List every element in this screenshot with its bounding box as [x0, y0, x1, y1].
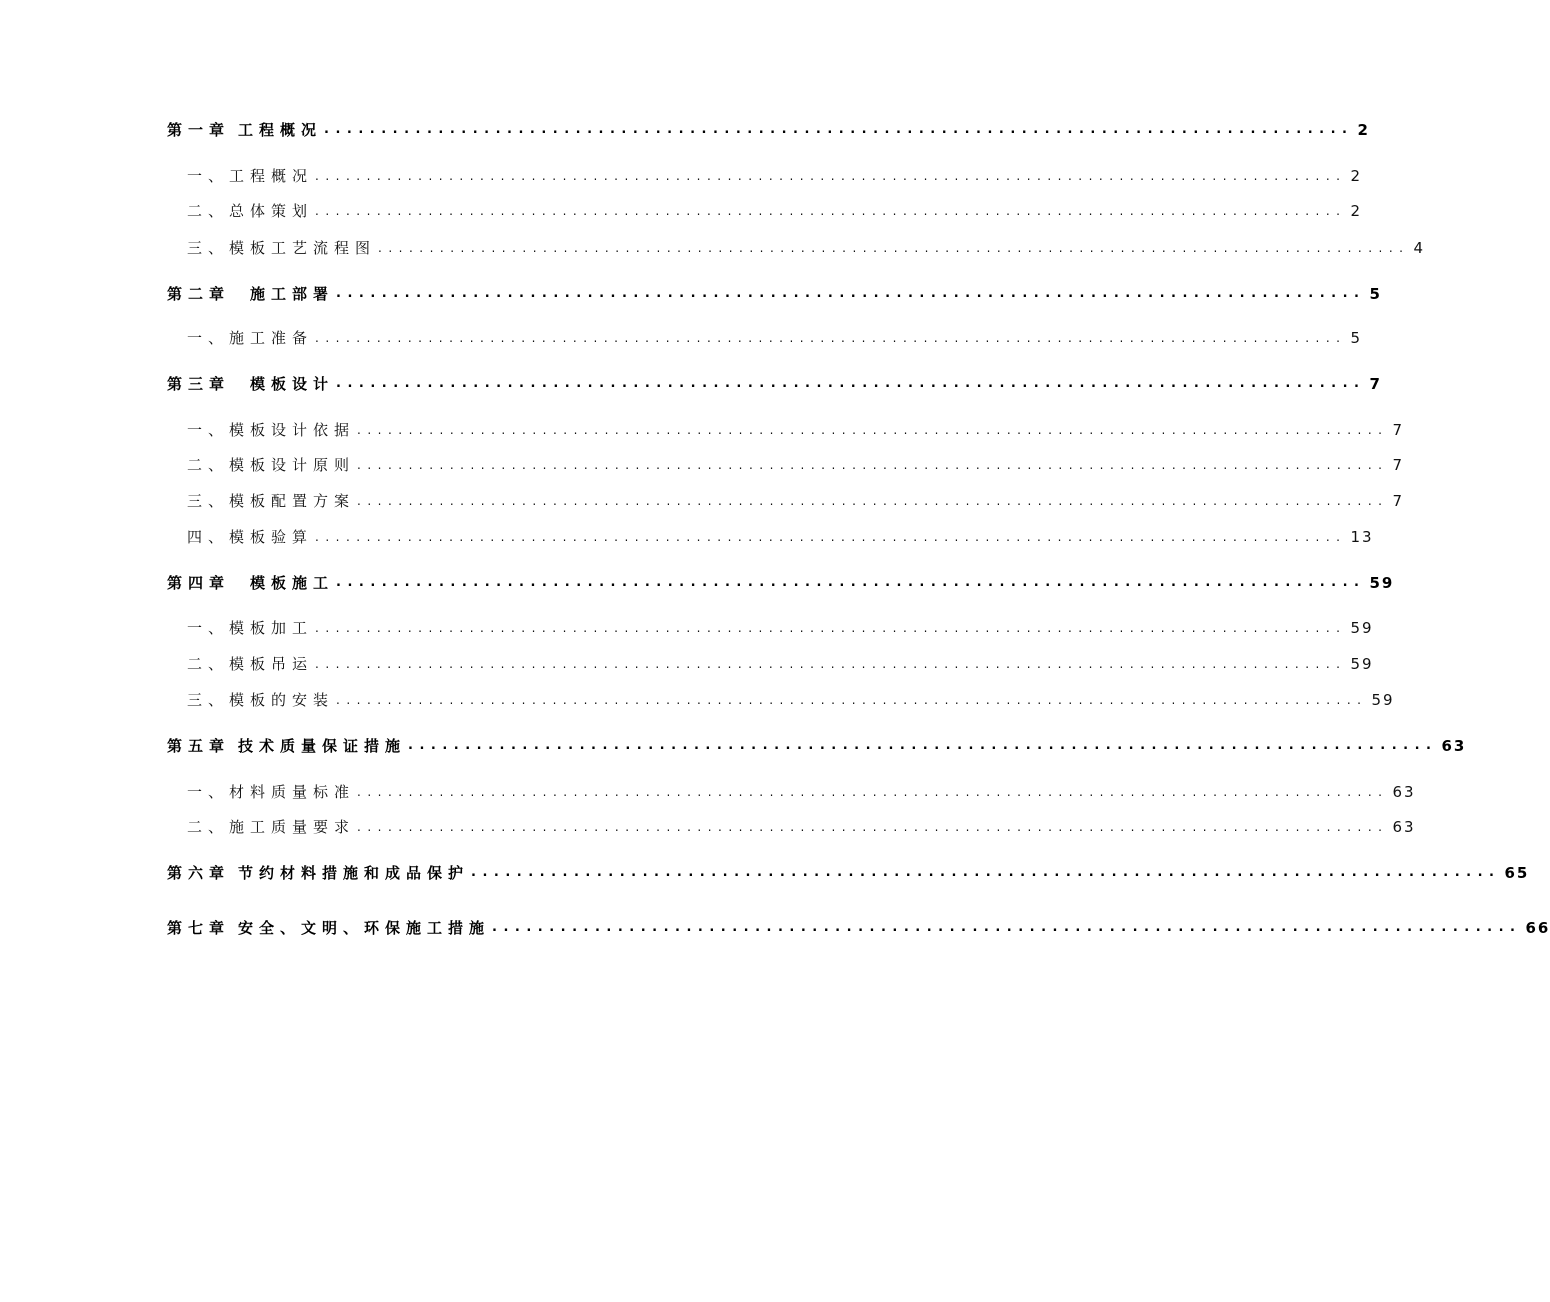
page-number: 59 [1350, 655, 1374, 673]
section-title: 一、模板加工 [187, 619, 314, 637]
leader-dots: .................................................................................................... [357, 494, 1389, 508]
toc-chapter-1[interactable] [167, 119, 1370, 141]
chapter-number: 第四章 [167, 574, 231, 592]
chapter-title: 施工部署 [250, 285, 335, 303]
chapter-title: 安全、文明、环保施工措施 [238, 919, 491, 937]
page-number: 59 [1369, 574, 1395, 592]
leader-dots: .................................................................................................... [357, 785, 1389, 799]
page-number: 7 [1369, 375, 1382, 393]
section-title: 三、模板的安装 [187, 691, 335, 709]
chapter-number: 第一章 [167, 121, 231, 139]
leader-dots: .................................................................................................... [336, 693, 1368, 707]
chapter-title: 模板设计 [250, 375, 335, 393]
leader-dots: .................................................................................................... [378, 241, 1410, 255]
toc-chapter-3[interactable] [167, 373, 1382, 395]
section-title: 三、模板配置方案 [187, 492, 356, 510]
leader-dots: .................................................................................................... [315, 204, 1347, 218]
leader-dots: .......................................................................................... [492, 920, 1522, 935]
leader-dots: .......................................................................................... [324, 122, 1354, 137]
leader-dots: .......................................................................................... [336, 286, 1366, 301]
toc-chapter-4[interactable] [167, 572, 1395, 594]
leader-dots: .................................................................................................... [315, 530, 1347, 544]
page-number: 2 [1357, 121, 1370, 139]
toc-section[interactable] [187, 617, 1374, 639]
page-number: 65 [1504, 864, 1530, 882]
toc-section[interactable] [187, 419, 1405, 441]
leader-dots: .................................................................................................... [315, 169, 1347, 183]
chapter-number: 第二章 [167, 285, 231, 303]
page-number: 63 [1441, 737, 1467, 755]
page-number: 7 [1392, 421, 1405, 439]
toc-chapter-7[interactable] [167, 917, 1550, 939]
toc-chapter-6[interactable] [167, 862, 1530, 884]
toc-section[interactable] [187, 781, 1416, 803]
page-number: 7 [1392, 492, 1405, 510]
section-title: 三、模板工艺流程图 [187, 239, 377, 257]
leader-dots: .................................................................................................... [315, 657, 1347, 671]
section-title: 四、模板验算 [187, 528, 314, 546]
toc-section[interactable] [187, 689, 1395, 711]
section-title: 一、工程概况 [187, 167, 314, 185]
page-number: 2 [1350, 202, 1363, 220]
toc-section[interactable] [187, 165, 1363, 187]
page-number: 4 [1413, 239, 1426, 257]
section-title: 二、模板吊运 [187, 655, 314, 673]
chapter-number: 第六章 [167, 864, 231, 882]
page-number: 5 [1350, 329, 1363, 347]
section-title: 二、模板设计原则 [187, 456, 356, 474]
leader-dots: .................................................................................................... [357, 423, 1389, 437]
section-title: 一、材料质量标准 [187, 783, 356, 801]
chapter-title: 工程概况 [238, 121, 323, 139]
page-number: 13 [1350, 528, 1374, 546]
leader-dots: .......................................................................................... [471, 865, 1501, 880]
page-number: 63 [1392, 818, 1416, 836]
leader-dots: .................................................................................................... [315, 331, 1347, 345]
toc-section[interactable] [187, 454, 1405, 476]
section-title: 二、施工质量要求 [187, 818, 356, 836]
chapter-number: 第三章 [167, 375, 231, 393]
page-number: 63 [1392, 783, 1416, 801]
section-title: 一、施工准备 [187, 329, 314, 347]
page-number: 5 [1369, 285, 1382, 303]
toc-section[interactable] [187, 653, 1374, 675]
leader-dots: .......................................................................................... [336, 376, 1366, 391]
chapter-title: 技术质量保证措施 [238, 737, 407, 755]
chapter-number: 第七章 [167, 919, 231, 937]
toc-section[interactable] [187, 237, 1426, 259]
chapter-title: 节约材料措施和成品保护 [238, 864, 470, 882]
toc-chapter-5[interactable] [167, 735, 1467, 757]
toc-section[interactable] [187, 327, 1363, 349]
toc-section[interactable] [187, 490, 1405, 512]
section-title: 一、模板设计依据 [187, 421, 356, 439]
leader-dots: .................................................................................................... [315, 621, 1347, 635]
chapter-title: 模板施工 [250, 574, 335, 592]
leader-dots: .......................................................................................... [408, 738, 1438, 753]
toc-section[interactable] [187, 816, 1416, 838]
toc-section[interactable] [187, 526, 1374, 548]
page-number: 59 [1350, 619, 1374, 637]
page-number: 7 [1392, 456, 1405, 474]
page-number: 66 [1525, 919, 1550, 937]
leader-dots: .......................................................................................... [336, 575, 1366, 590]
section-title: 二、总体策划 [187, 202, 314, 220]
page-number: 59 [1371, 691, 1395, 709]
toc-chapter-2[interactable] [167, 283, 1382, 305]
page-number: 2 [1350, 167, 1363, 185]
leader-dots: .................................................................................................... [357, 820, 1389, 834]
chapter-number: 第五章 [167, 737, 231, 755]
toc-section[interactable] [187, 200, 1363, 222]
leader-dots: .................................................................................................... [357, 458, 1389, 472]
